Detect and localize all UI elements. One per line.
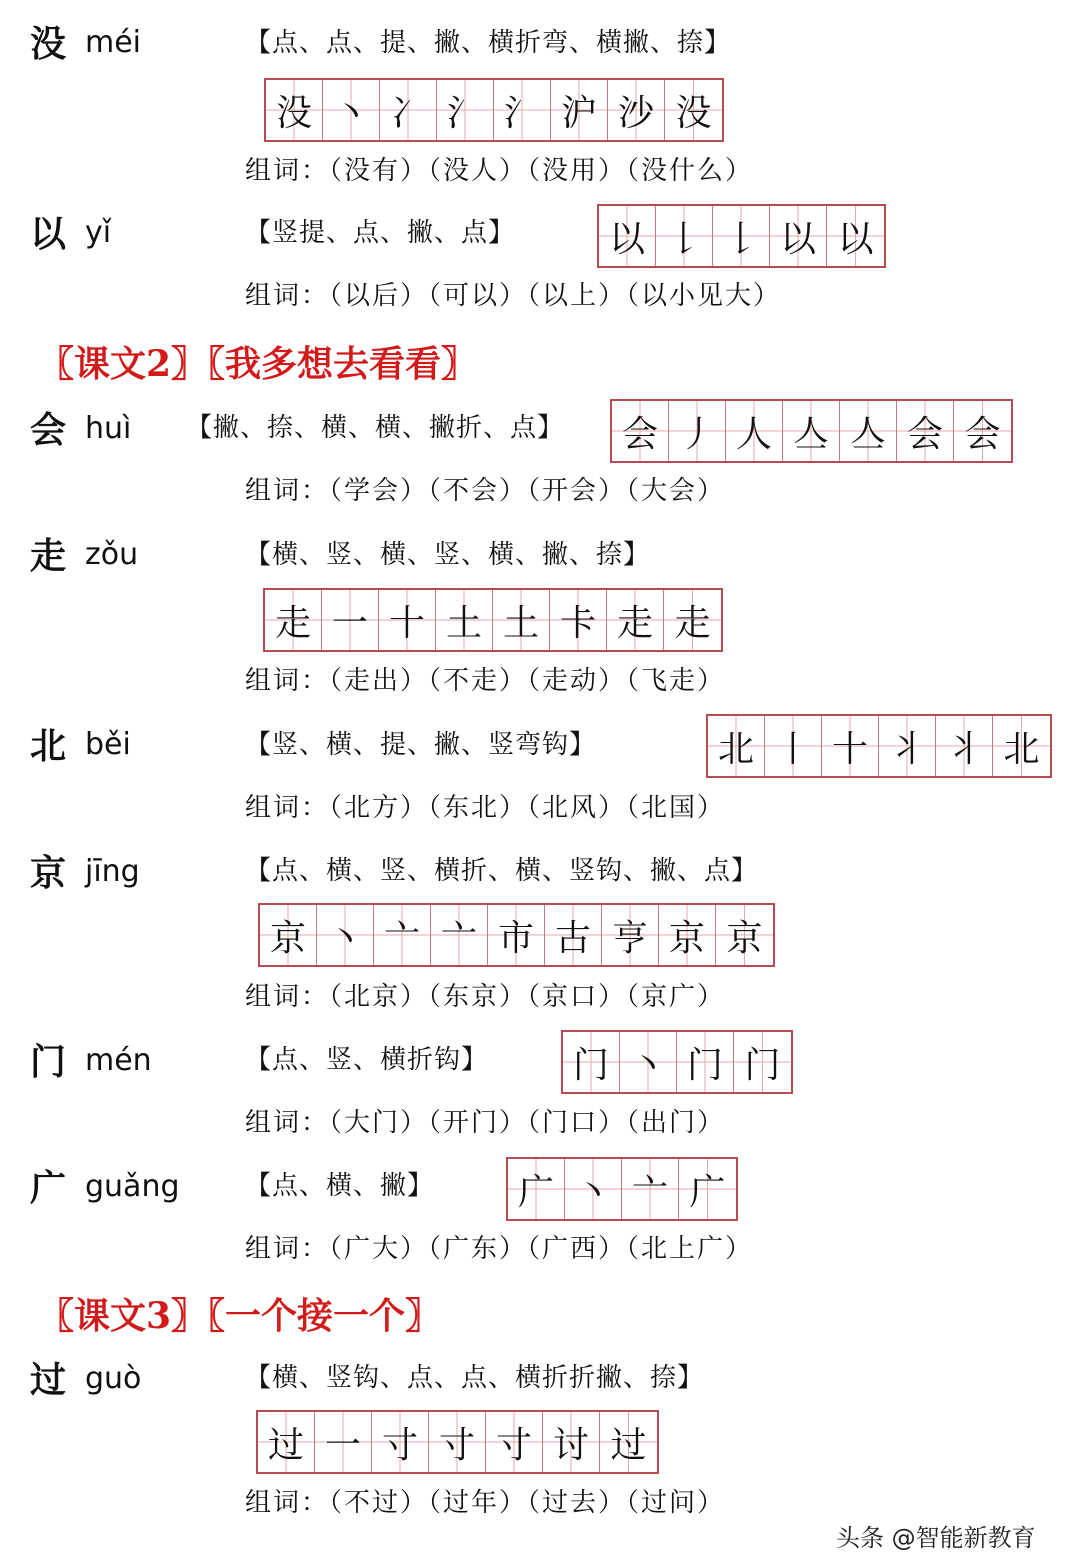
stroke-cell: 京 (659, 905, 716, 965)
stroke-grid (263, 588, 723, 652)
lesson-heading: 〖课文2〗〖我多想去看看〗 (38, 343, 478, 385)
stroke-cell: 土 (436, 590, 493, 650)
stroke-cell: 京 (716, 905, 773, 965)
stroke-order: 【竖、横、提、撇、竖弯钩】 (245, 730, 597, 760)
stroke-grid (610, 399, 1013, 463)
stroke-cell: 丬 (879, 716, 936, 776)
stroke-cell: 过 (600, 1412, 657, 1472)
stroke-cell: 亠 (622, 1159, 679, 1219)
word-list: 组词：（不过）（过年）（过去）（过问） (245, 1488, 726, 1518)
stroke-cell: 𠄌 (713, 206, 770, 266)
stroke-cell: 人 (726, 401, 783, 461)
stroke-cell: 丬 (936, 716, 993, 776)
stroke-cell: 广 (679, 1159, 736, 1219)
stroke-order: 【点、横、撇】 (245, 1171, 435, 1201)
stroke-cell: 寸 (429, 1412, 486, 1472)
stroke-cell: 会 (612, 401, 669, 461)
stroke-cell: 十 (379, 590, 436, 650)
stroke-grid (264, 78, 724, 142)
entry-pinyin: jīng (85, 854, 140, 889)
stroke-cell: 丨 (765, 716, 822, 776)
word-list: 组词：（没有）（没人）（没用）（没什么） (245, 156, 754, 186)
stroke-cell: 没 (665, 80, 722, 140)
stroke-cell: 氵 (494, 80, 551, 140)
word-list: 组词：（北京）（东京）（京口）（京广） (245, 982, 726, 1012)
stroke-cell: 沪 (551, 80, 608, 140)
stroke-grid (706, 714, 1052, 778)
stroke-order: 【竖提、点、撇、点】 (245, 218, 516, 248)
stroke-cell: 门 (677, 1032, 734, 1092)
stroke-cell: 土 (493, 590, 550, 650)
entry-char: 广 (30, 1167, 67, 1209)
stroke-cell: 亠 (431, 905, 488, 965)
entry-char: 京 (30, 852, 67, 894)
stroke-cell: 古 (545, 905, 602, 965)
stroke-grid (258, 903, 775, 967)
stroke-cell: 会 (897, 401, 954, 461)
stroke-cell: 一 (322, 590, 379, 650)
word-list: 组词：（广大）（广东）（广西）（北上广） (245, 1234, 754, 1264)
stroke-cell: 过 (258, 1412, 315, 1472)
stroke-cell: 亼 (840, 401, 897, 461)
stroke-cell: 北 (993, 716, 1050, 776)
stroke-cell: 京 (260, 905, 317, 965)
stroke-cell: 氵 (437, 80, 494, 140)
lesson-heading: 〖课文3〗〖一个接一个〗 (38, 1295, 442, 1337)
entry-char: 以 (30, 213, 67, 255)
stroke-cell: 丶 (565, 1159, 622, 1219)
stroke-order: 【点、竖、横折钩】 (245, 1045, 489, 1075)
entry-char: 会 (30, 409, 67, 451)
stroke-grid (561, 1030, 793, 1094)
entry-char: 走 (30, 535, 67, 577)
entry-char: 北 (30, 725, 67, 767)
stroke-cell: 𠄌 (656, 206, 713, 266)
stroke-cell: 丶 (323, 80, 380, 140)
stroke-order: 【撇、捺、横、横、撇折、点】 (186, 413, 565, 443)
stroke-cell: 一 (315, 1412, 372, 1472)
stroke-cell: 寸 (486, 1412, 543, 1472)
stroke-cell: 会 (954, 401, 1011, 461)
stroke-cell: 寸 (372, 1412, 429, 1472)
word-list: 组词：（以后）（可以）（以上）（以小见大） (245, 281, 782, 311)
stroke-cell: 市 (488, 905, 545, 965)
entry-pinyin: guǎng (85, 1169, 180, 1204)
entry-pinyin: guò (85, 1361, 142, 1396)
stroke-cell: 亠 (374, 905, 431, 965)
entry-pinyin: huì (85, 411, 132, 446)
stroke-order: 【点、点、提、撇、横折弯、横撇、捺】 (245, 28, 732, 58)
stroke-cell: 亨 (602, 905, 659, 965)
stroke-cell: 门 (563, 1032, 620, 1092)
stroke-cell: 卡 (550, 590, 607, 650)
stroke-cell: 走 (664, 590, 721, 650)
word-list: 组词：（学会）（不会）（开会）（大会） (245, 476, 726, 506)
entry-char: 没 (30, 23, 67, 65)
stroke-cell: 走 (607, 590, 664, 650)
stroke-order: 【横、竖钩、点、点、横折折撇、捺】 (245, 1363, 705, 1393)
stroke-cell: 丶 (317, 905, 374, 965)
stroke-grid (256, 1410, 659, 1474)
stroke-grid (506, 1157, 738, 1221)
word-list: 组词：（北方）（东北）（北风）（北国） (245, 793, 726, 823)
stroke-cell: 讨 (543, 1412, 600, 1472)
stroke-order: 【横、竖、横、竖、横、撇、捺】 (245, 540, 651, 570)
stroke-cell: 以 (827, 206, 884, 266)
word-list: 组词：（大门）（开门）（门口）（出门） (245, 1108, 726, 1138)
stroke-order: 【点、横、竖、横折、横、竖钩、撇、点】 (245, 856, 759, 886)
stroke-cell: 丿 (669, 401, 726, 461)
entry-char: 过 (30, 1359, 67, 1401)
stroke-cell: 门 (734, 1032, 791, 1092)
entry-pinyin: yǐ (85, 215, 112, 250)
stroke-cell: 十 (822, 716, 879, 776)
entry-pinyin: méi (85, 25, 142, 60)
stroke-cell: 丶 (620, 1032, 677, 1092)
stroke-grid (597, 204, 886, 268)
stroke-cell: 冫 (380, 80, 437, 140)
watermark-text: 头条 @智能新教育 (836, 1524, 1036, 1552)
entry-pinyin: běi (85, 727, 131, 762)
entry-pinyin: mén (85, 1043, 152, 1078)
entry-pinyin: zǒu (85, 537, 139, 572)
stroke-cell: 北 (708, 716, 765, 776)
stroke-cell: 广 (508, 1159, 565, 1219)
stroke-cell: 以 (599, 206, 656, 266)
stroke-cell: 沙 (608, 80, 665, 140)
stroke-cell: 以 (770, 206, 827, 266)
stroke-cell: 亼 (783, 401, 840, 461)
stroke-cell: 走 (265, 590, 322, 650)
word-list: 组词：（走出）（不走）（走动）（飞走） (245, 666, 726, 696)
entry-char: 门 (30, 1041, 67, 1083)
stroke-cell: 没 (266, 80, 323, 140)
